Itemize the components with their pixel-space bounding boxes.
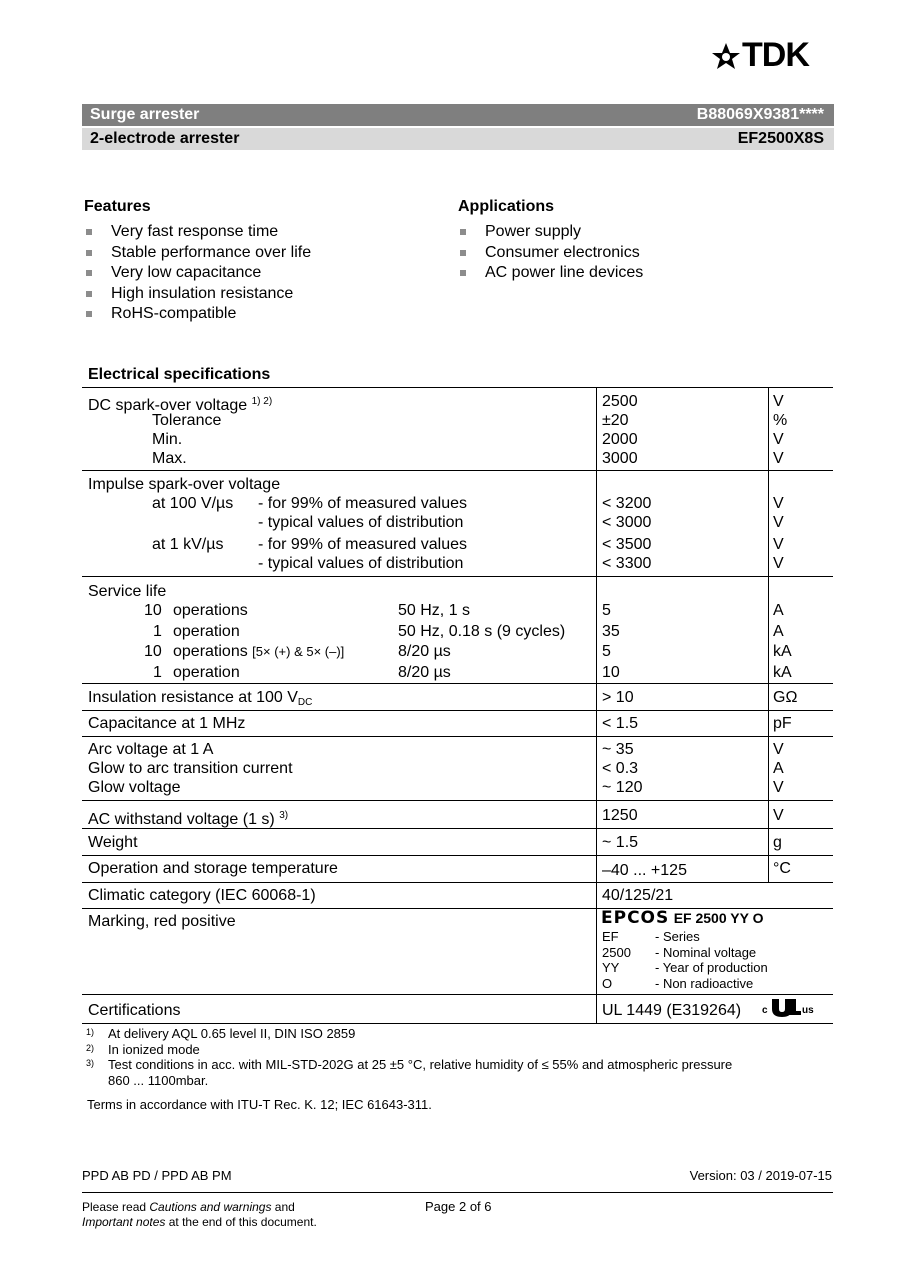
climatic-label: Climatic category (IEC 60068-1) <box>88 887 316 904</box>
bullet-icon <box>86 311 92 317</box>
footnote: 1) At delivery AQL 0.65 level II, DIN ISO 2859 <box>86 1026 356 1041</box>
impulse-unit: V <box>773 495 784 512</box>
ul-mark-icon: c us <box>762 997 816 1019</box>
min-label: Min. <box>152 431 183 448</box>
arc-value: ~ 120 <box>602 779 643 796</box>
list-item: Consumer electronics <box>458 243 643 264</box>
product-type: Surge arrester <box>90 106 200 123</box>
list-item: AC power line devices <box>458 263 643 284</box>
arc-unit: V <box>773 741 784 758</box>
service-value: 35 <box>602 623 620 640</box>
bullet-icon <box>86 270 92 276</box>
certifications-value: UL 1449 (E319264) <box>602 1002 742 1019</box>
list-item: EF <box>602 929 619 944</box>
service-count: 1 <box>153 623 162 640</box>
list-item: - Nominal voltage <box>655 944 757 960</box>
table-rule <box>82 387 833 388</box>
impulse-unit: V <box>773 536 784 553</box>
list-item: Stable performance over life <box>84 243 311 264</box>
service-unit: A <box>773 623 784 640</box>
table-rule <box>82 800 833 801</box>
service-value: 5 <box>602 643 611 660</box>
subtype-bar <box>82 128 834 150</box>
impulse-value: < 3300 <box>602 555 652 572</box>
marking-legend-values <box>655 929 768 991</box>
bullet-icon <box>86 229 92 235</box>
arc-value: < 0.3 <box>602 760 639 777</box>
product-type-bar <box>82 104 834 126</box>
impulse-value: < 3000 <box>602 514 652 531</box>
service-cond: 8/20 µs <box>398 643 451 660</box>
table-rule <box>82 994 833 995</box>
subtype: 2-electrode arrester <box>90 130 240 147</box>
arc-label: Glow voltage <box>88 779 181 796</box>
service-cond: 50 Hz, 1 s <box>398 602 471 619</box>
arc-label: Glow to arc transition current <box>88 760 293 777</box>
table-rule <box>82 683 833 684</box>
applications-title: Applications <box>458 198 555 215</box>
service-count: 10 <box>144 602 162 619</box>
service-unit: kA <box>773 664 792 681</box>
list-item: RoHS-compatible <box>84 304 311 325</box>
table-rule <box>82 736 833 737</box>
weight-value: ~ 1.5 <box>602 834 639 851</box>
arc-unit: V <box>773 779 784 796</box>
ac-withstand-unit: V <box>773 807 784 824</box>
certifications-label: Certifications <box>88 1002 181 1019</box>
footer-version: Version: 03 / 2019-07-15 <box>689 1168 832 1183</box>
marking-brand <box>601 909 763 928</box>
footnotes <box>86 1026 732 1088</box>
temperature-unit: °C <box>773 860 791 877</box>
arc-label: Arc voltage at 1 A <box>88 741 214 758</box>
capacitance-unit: pF <box>773 715 792 732</box>
capacitance-label: Capacitance at 1 MHz <box>88 715 246 732</box>
table-rule <box>82 1023 833 1024</box>
tolerance-value: ±20 <box>602 412 629 429</box>
marking-label: Marking, red positive <box>88 913 236 930</box>
dc-sparkover-label: DC spark-over voltage $^{1) 2)}$ <box>88 396 273 414</box>
features-title: Features <box>84 198 151 215</box>
list-item: Very fast response time <box>84 222 311 243</box>
capacitance-value: < 1.5 <box>602 715 639 732</box>
bullet-icon <box>86 291 92 297</box>
service-value: 10 <box>602 664 620 681</box>
tolerance-label: Tolerance <box>152 412 222 429</box>
order-code: B88069X9381**** <box>696 106 824 123</box>
part-name: EF2500X8S <box>737 130 824 147</box>
service-cond: 8/20 µs <box>398 664 451 681</box>
service-count: 1 <box>153 664 162 681</box>
impulse-value: < 3500 <box>602 536 652 553</box>
list-item: O <box>602 975 613 991</box>
applications-list <box>458 222 643 284</box>
table-column-rule <box>768 387 769 882</box>
footer-rule <box>82 1192 833 1193</box>
weight-label: Weight <box>88 834 138 851</box>
service-op: operation <box>173 664 240 681</box>
marking-code: EF 2500 YY O <box>673 910 764 926</box>
service-unit: kA <box>773 643 792 660</box>
ac-withstand-value: 1250 <box>602 807 638 824</box>
service-op: operations [5× (+) & 5× (–)] <box>173 643 345 660</box>
dc-sparkover-value: 2500 <box>602 393 638 410</box>
footnote: 860 ... 1100mbar. <box>108 1072 209 1088</box>
list-item: High insulation resistance <box>84 284 311 305</box>
list-item: - Non radioactive <box>655 975 754 991</box>
insulation-label: Insulation resistance at 100 $V_{DC}$ <box>88 689 313 708</box>
footnote: 3) Test conditions in acc. with MIL-STD-202G at 25 ±5 °C, relative humidity of ≤ 55% and atmospheric pressure <box>86 1057 733 1072</box>
tolerance-unit: % <box>773 412 788 429</box>
dc-sparkover-unit: V <box>773 393 784 410</box>
bullet-icon <box>460 229 466 235</box>
impulse-rate: at 1 kV/µs <box>152 536 224 553</box>
temperature-value: –40 ... +125 <box>602 862 687 879</box>
bullet-icon <box>460 250 466 256</box>
bullet-icon <box>460 270 466 276</box>
impulse-unit: V <box>773 514 784 531</box>
footnote: 2) In ionized mode <box>86 1041 200 1057</box>
features-list <box>84 222 311 325</box>
impulse-desc: - for 99% of measured values <box>258 495 467 512</box>
page-number: Page 2 of 6 <box>425 1199 492 1214</box>
min-unit: V <box>773 431 784 448</box>
insulation-value: > 10 <box>602 689 634 706</box>
max-unit: V <box>773 450 784 467</box>
arc-value: ~ 35 <box>602 741 634 758</box>
ac-withstand-label: AC withstand voltage (1 s) $^{3)}$ <box>88 810 289 828</box>
impulse-desc: - for 99% of measured values <box>258 536 467 553</box>
impulse-desc: - typical values of distribution <box>258 555 464 572</box>
max-value: 3000 <box>602 450 638 467</box>
table-column-rule <box>596 387 597 1023</box>
temperature-label: Operation and storage temperature <box>88 860 338 877</box>
footer-note: Please read Cautions and warnings and Important notes at the end of this document. <box>82 1200 317 1229</box>
footer-dept: PPD AB PD / PPD AB PM <box>82 1168 232 1183</box>
bullet-icon <box>86 250 92 256</box>
table-rule <box>82 576 833 577</box>
epcos-logo: EPCOS <box>601 908 670 928</box>
impulse-value: < 3200 <box>602 495 652 512</box>
table-rule <box>82 855 833 856</box>
service-life-label: Service life <box>88 583 167 600</box>
specs-title: Electrical specifications <box>88 366 271 383</box>
impulse-rate: at 100 V/µs <box>152 495 234 512</box>
impulse-unit: V <box>773 555 784 572</box>
arc-unit: A <box>773 760 784 777</box>
impulse-desc: - typical values of distribution <box>258 514 464 531</box>
climatic-value: 40/125/21 <box>602 887 674 904</box>
list-item: Very low capacitance <box>84 263 311 284</box>
insulation-unit: GΩ <box>773 689 798 706</box>
list-item: Power supply <box>458 222 643 243</box>
service-cond: 50 Hz, 0.18 s (9 cycles) <box>398 623 566 640</box>
brand-name: TDK <box>742 36 809 74</box>
list-item: 2500 <box>602 944 631 960</box>
weight-unit: g <box>773 834 782 851</box>
max-label: Max. <box>152 450 187 467</box>
list-item: YY <box>602 960 620 975</box>
service-unit: A <box>773 602 784 619</box>
table-rule <box>82 470 833 471</box>
service-value: 5 <box>602 602 611 619</box>
min-value: 2000 <box>602 431 638 448</box>
impulse-label: Impulse spark-over voltage <box>88 476 281 493</box>
terms: Terms in accordance with ITU-T Rec. K. 12; IEC 61643-311. <box>87 1097 432 1112</box>
list-item: - Series <box>655 929 700 944</box>
marking-legend-keys <box>602 929 631 991</box>
service-op: operations <box>173 602 248 619</box>
list-item: - Year of production <box>655 960 768 975</box>
table-rule <box>82 882 833 883</box>
service-op: operation <box>173 623 240 640</box>
service-count: 10 <box>144 643 162 660</box>
